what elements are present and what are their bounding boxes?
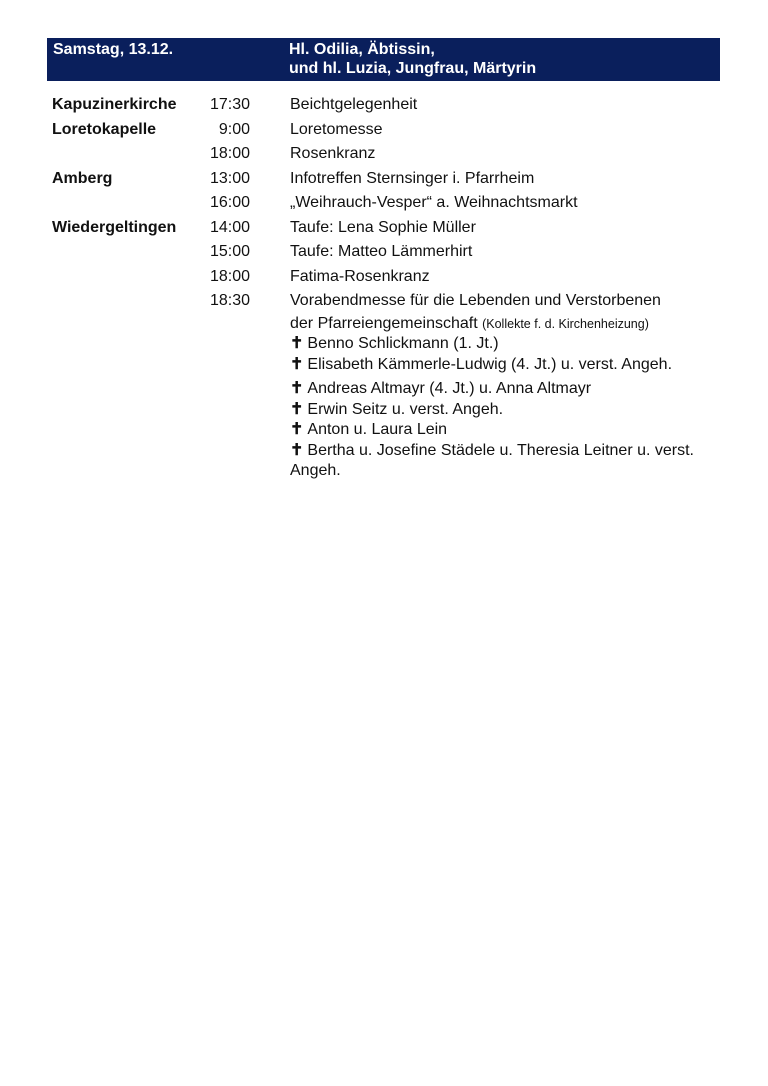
place: Kapuzinerkirche [52, 96, 177, 113]
schedule-row [52, 142, 732, 167]
place: Wiedergeltingen [52, 218, 177, 236]
header-date: Samstag, 13.12. [53, 41, 174, 58]
place: Loretokapelle [52, 120, 157, 138]
cross-icon: ✝ [290, 380, 304, 397]
mass-intention [290, 379, 730, 400]
description: „Weihrauch-Vesper“ a. Weihnachtsmarkt [290, 194, 578, 211]
description: Taufe: Matteo Lämmerhirt [290, 243, 473, 260]
description: Beichtgelegenheit [290, 96, 418, 113]
cross-icon: ✝ [290, 400, 304, 418]
collection-note: (Kollekte f. d. Kirchenheizung) [482, 316, 649, 331]
schedule-list [52, 93, 732, 482]
time: 18:00 [209, 145, 250, 162]
place: Amberg [52, 169, 113, 187]
feast-line-1: Hl. Odilia, Äbtissin, [289, 41, 435, 58]
mass-intention [290, 441, 730, 482]
schedule-row [52, 240, 732, 265]
mass-description [290, 289, 730, 482]
description: Rosenkranz [290, 145, 376, 162]
cross-icon: ✝ [290, 421, 304, 438]
intention-text: Elisabeth Kämmerle-Ludwig (4. Jt.) u. verst. Angeh. [307, 355, 673, 373]
mass-intention [290, 334, 730, 355]
intention-text: Anton u. Laura Lein [307, 421, 448, 438]
schedule-row [52, 216, 732, 241]
schedule-row [52, 265, 732, 290]
mass-intention [290, 420, 730, 441]
time: 16:00 [209, 194, 250, 211]
description-continued: der Pfarreiengemeinschaft [290, 314, 478, 332]
day-header [47, 38, 720, 81]
cross-icon: ✝ [290, 335, 304, 352]
schedule-row [52, 167, 732, 192]
place [52, 142, 202, 167]
time: 17:30 [209, 96, 250, 113]
description: Infotreffen Sternsinger i. Pfarrheim [290, 169, 535, 187]
description: Fatima-Rosenkranz [290, 267, 430, 285]
feast-line-2: und hl. Luzia, Jungfrau, Märtyrin [289, 60, 537, 77]
time: 13:00 [209, 169, 250, 187]
mass-intention [290, 355, 730, 376]
schedule-row [52, 191, 732, 216]
description: Taufe: Lena Sophie Müller [290, 218, 476, 236]
place [52, 240, 202, 265]
time: 18:00 [209, 267, 250, 285]
intention-text: Erwin Seitz u. verst. Angeh. [307, 400, 504, 418]
intention-text: Bertha u. Josefine Städele u. Theresia Leitner u. verst. Angeh. [290, 441, 694, 479]
schedule-row [52, 118, 732, 143]
place [52, 289, 202, 482]
time: 15:00 [209, 243, 250, 260]
time: 9:00 [218, 120, 250, 138]
description: Loretomesse [290, 120, 383, 138]
description: Vorabendmesse für die Lebenden und Verstorbenen [290, 292, 661, 309]
schedule-row [52, 93, 732, 118]
time: 14:00 [209, 218, 250, 236]
place [52, 265, 202, 290]
intention-text: Andreas Altmayr (4. Jt.) u. Anna Altmayr [307, 380, 592, 397]
cross-icon: ✝ [290, 355, 304, 373]
cross-icon: ✝ [290, 441, 304, 459]
schedule-row-mass [52, 289, 732, 482]
description-line-2 [290, 314, 730, 335]
intention-text: Benno Schlickmann (1. Jt.) [307, 335, 499, 352]
header-feast [289, 40, 536, 78]
place [52, 191, 202, 216]
time: 18:30 [209, 292, 250, 309]
mass-intention [290, 400, 730, 421]
